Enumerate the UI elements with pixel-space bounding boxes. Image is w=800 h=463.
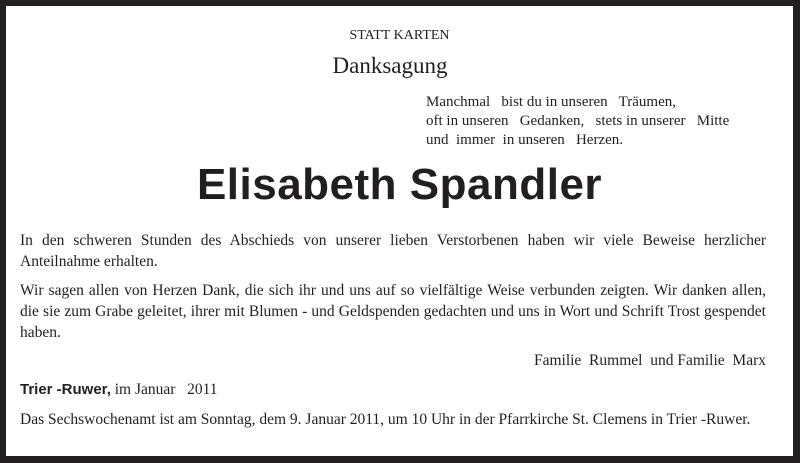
date: im Januar 2011 bbox=[110, 381, 218, 398]
deceased-name: Elisabeth Spandler bbox=[196, 160, 603, 209]
poem-line: oft in unseren Gedanken, stets in unserer Mitte bbox=[426, 113, 730, 129]
place-date bbox=[20, 381, 218, 399]
signature: Familie Rummel und Familie Marx bbox=[533, 352, 766, 369]
paragraph-thanks: Wir sagen allen von Herzen Dank, die sich ihr und uns auf so vielfältige Weise verbunden zeigten. Wir danken allen, die sie zum Grabe geleitet, ihrer mit Blumen - und Geldspenden gedachten und uns in Wort und Schrift Trost gespendet haben. bbox=[20, 282, 766, 341]
notice-title: Danksagung bbox=[332, 53, 448, 78]
paragraph-mass-info: Das Sechswochenamt ist am Sonntag, dem 9. Januar 2011, um 10 Uhr in der Pfarrkirche St. Clemens in Trier -Ruwer. bbox=[20, 411, 751, 428]
obituary-notice bbox=[6, 6, 793, 456]
notice-header: STATT KARTEN bbox=[349, 28, 450, 43]
poem-line: und immer in unseren Herzen. bbox=[426, 132, 624, 148]
poem-line: Manchmal bist du in unseren Träumen, bbox=[426, 94, 676, 110]
paragraph-condolences: In den schweren Stunden des Abschieds von unserer lieben Verstorbenen haben wir viele Beweise herzlicher Anteilnahme erhalten. bbox=[20, 232, 766, 270]
poem bbox=[426, 93, 729, 150]
place: Trier -Ruwer, bbox=[20, 381, 111, 398]
